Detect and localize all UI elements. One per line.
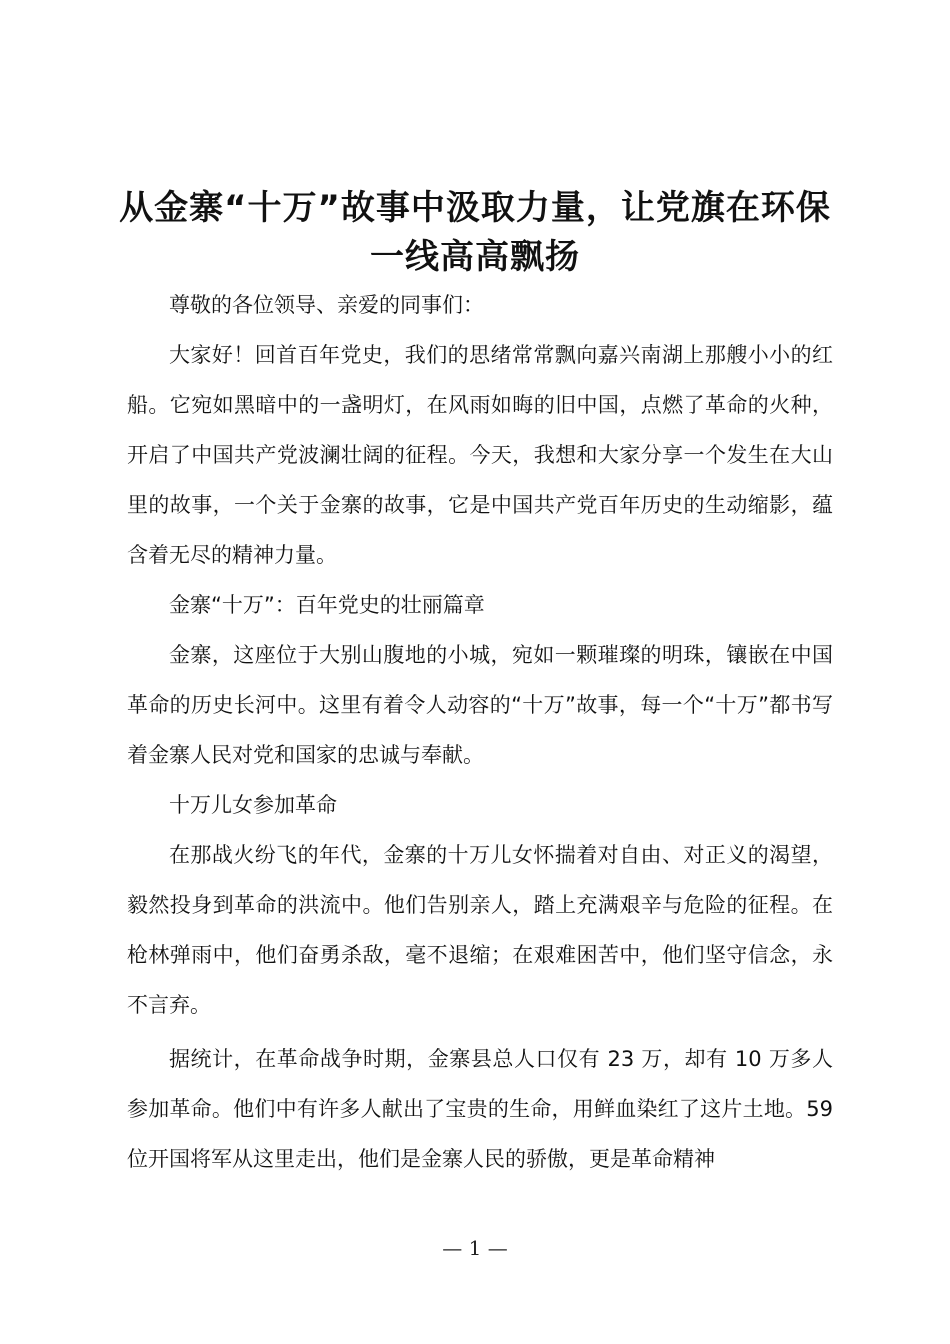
body-paragraph: 金寨，这座位于大别山腹地的小城，宛如一颗璀璨的明珠，镶嵌在中国革命的历史长河中。这里有着令人动容的“十万”故事，每一个“十万”都书写着金寨人民对党和国家的忠诚与奉献。 — [127, 643, 833, 767]
body-paragraph: 在那战火纷飞的年代，金寨的十万儿女怀揣着对自由、对正义的渴望，毅然投身到革命的洪流中。他们告别亲人，踏上充满艰辛与危险的征程。在枪林弹雨中，他们奋勇杀敌，毫不退缩；在艰难困苦中，他们坚守信念，永不言弃。 — [127, 843, 833, 1017]
intro-paragraph: 大家好！回首百年党史，我们的思绪常常飘向嘉兴南湖上那艘小小的红船。它宛如黑暗中的一盏明灯，在风雨如晦的旧中国，点燃了革命的火种，开启了中国共产党波澜壮阔的征程。今天，我想和大家分享一个发生在大山里的故事，一个关于金寨的故事，它是中国共产党百年历史的生动缩影，蕴含着无尽的精神力量。 — [127, 343, 833, 567]
subsection-heading: 十万儿女参加革命 — [169, 793, 337, 817]
document-body — [127, 280, 833, 1184]
section-heading: 金寨“十万”：百年党史的壮丽篇章 — [169, 593, 485, 617]
document-title: 从金寨“十万”故事中汲取力量，让党旗在环保一线高高飘扬 — [119, 188, 831, 277]
body-paragraph: 据统计，在革命战争时期，金寨县总人口仅有 23 万，却有 10 万多人参加革命。他们中有许多人献出了宝贵的生命，用鲜血染红了这片土地。59 位开国将军从这里走出，他们是金寨人民的骄傲，更是革命精神 — [127, 1047, 833, 1171]
salutation-paragraph: 尊敬的各位领导、亲爱的同事们： — [169, 293, 484, 317]
page-number: — 1 — — [442, 1236, 508, 1260]
